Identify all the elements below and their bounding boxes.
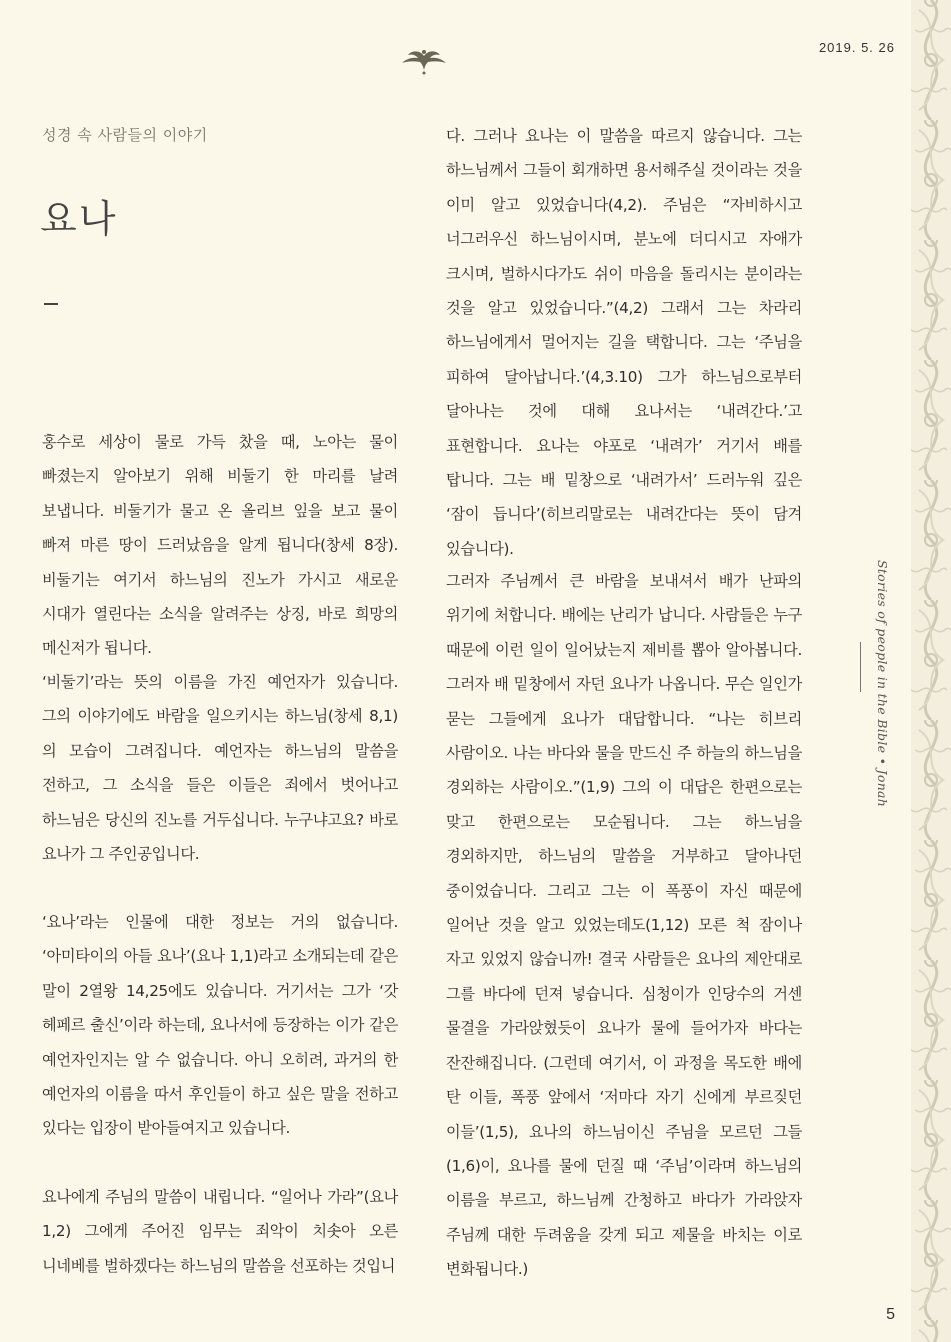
running-title: Stories of people in the Bible • Jonah (875, 560, 890, 808)
body-paragraph: 요나에게 주님의 말씀이 내립니다. “일어나 가라”(요나 1,2) 그에게 주어진 임무는 죄악이 치솟아 오른 니네베를 벌하겠다는 하느님의 말씀을 선포하는 것입니 (42, 1188, 398, 1275)
flourish-ornament-icon (398, 46, 450, 76)
section-label: 성경 속 사람들의 이야기 (42, 126, 208, 144)
body-paragraph: 홍수로 세상이 물로 가득 찼을 때, 노아는 물이 빠졌는지 알아보기 위해 비둘기 한 마리를 날려 보냅니다. 비둘기가 물고 온 올리브 잎을 보고 물이 빠져 마른 땅이 드러났음을 알게 됩니다(창세 8장). 비둘기는 여기서 하느님의 진노가 가시고 새로운 시대가 열린다는 소식을 알려주는 상징, 바로 희망의 메신저가 됩니다. (42, 433, 398, 658)
page-number: 5 (886, 1306, 895, 1323)
body-paragraph: 다. 그러나 요나는 이 말씀을 따르지 않습니다. 그는 하느님께서 그들이 회개하면 용서해주실 것이라는 것을 이미 알고 있었습니다(4,2). 주님은 “자비하시고 너그러우신 하느님이시며, 분노에 더디시고 자애가 크시며, 벌하시다가도 쉬이 마음을 돌리시는 분이라는 것을 알고 있었습니다.”(4,2) 그래서 그는 차라리 하느님에게서 멀어지는 길을 택합니다. 그는 ‘주님을 피하여 달아납니다.’(4,3.10) 그가 하느님으로부터 달아나는 것에 대해 요나서는 ‘내려간다.’고 표현합니다. 요나는 야포로 ‘내려가’ 거기서 배를 탑니다. 그는 배 밑창으로 ‘내려가서’ 드러누워 깊은 ‘잠이 듭니다’(히브리말로는 내려간다는 뜻이 담겨 있습니다). (446, 127, 802, 558)
issue-date: 2019. 5. 26 (818, 40, 895, 55)
page-title: 요나 (40, 197, 118, 241)
body-paragraph: 그러자 주님께서 큰 바람을 보내셔서 배가 난파의 위기에 처합니다. 배에는 난리가 납니다. 사람들은 누구 때문에 이런 일이 일어났는지 제비를 뽑아 알아봅니다. 그러자 배 밑창에서 자던 요나가 나옵니다. 무슨 일인가 묻는 그들에게 요나가 대답합니다. “나는 히브리 사람이오. 나는 바다와 물을 만드신 주 하늘의 하느님을 경외하는 사람이오.”(1,9) 그의 이 대답은 한편으로는 맞고 한편으로는 모순됩니다. 그는 하느님을 경외하지만, 하느님의 말씀을 거부하고 달아나던 중이었습니다. 그리고 그는 이 폭풍이 자신 때문에 일어난 것을 알고 있었는데도(1,12) 모른 척 잠이나 자고 있었지 않습니까! 결국 사람들은 요나의 제안대로 그를 바다에 던져 넣습니다. 심청이가 인당수의 거센 물결을 가라앉혔듯이 요나가 물에 들어가자 바다는 잔잔해집니다. (그런데 여기서, 이 과정을 목도한 배에 탄 이들, 폭풍 앞에서 ‘저마다 자기 신에게 부르짖던 이들’(1,5), 요나의 하느님이신 주님을 모르던 그들(1,6)이, 요나를 물에 던질 때 ‘주님’이라며 하느님의 이름을 부르고, 하느님께 간청하고 바다가 가라앉자 주님께 대한 두려움을 갖게 되고 제물을 바치는 이로 변화됩니다.) (446, 572, 802, 1279)
side-divider (860, 642, 861, 692)
decorative-border-pattern (911, 0, 951, 1342)
body-paragraph: ‘비둘기’라는 뜻의 이름을 가진 예언자가 있습니다. 그의 이야기에도 바람을 일으키시는 하느님(창세 8,1)의 모습이 그려집니다. 예언자는 하느님의 말씀을 전하고, 그 소식을 들은 이들은 죄에서 벗어나고 하느님은 당신의 진노를 거두십니다. 누구냐고요? 바로 요나가 그 주인공입니다. (42, 673, 398, 864)
body-paragraph: ‘요나’라는 인물에 대한 정보는 거의 없습니다. ‘아미타이의 아들 요나’(요나 1,1)라고 소개되는데 같은 말이 2열왕 14,25에도 있습니다. 거기서는 그가 ‘갓 헤페르 출신’이라 하는데, 요나서에 등장하는 이가 같은 예언자인지는 알 수 없습니다. 아니 오히려, 과거의 한 예언자의 이름을 따서 후인들이 하고 싶은 말을 전하고 있다는 입장이 받아들여지고 있습니다. (42, 913, 398, 1138)
title-dash-divider (44, 303, 58, 305)
